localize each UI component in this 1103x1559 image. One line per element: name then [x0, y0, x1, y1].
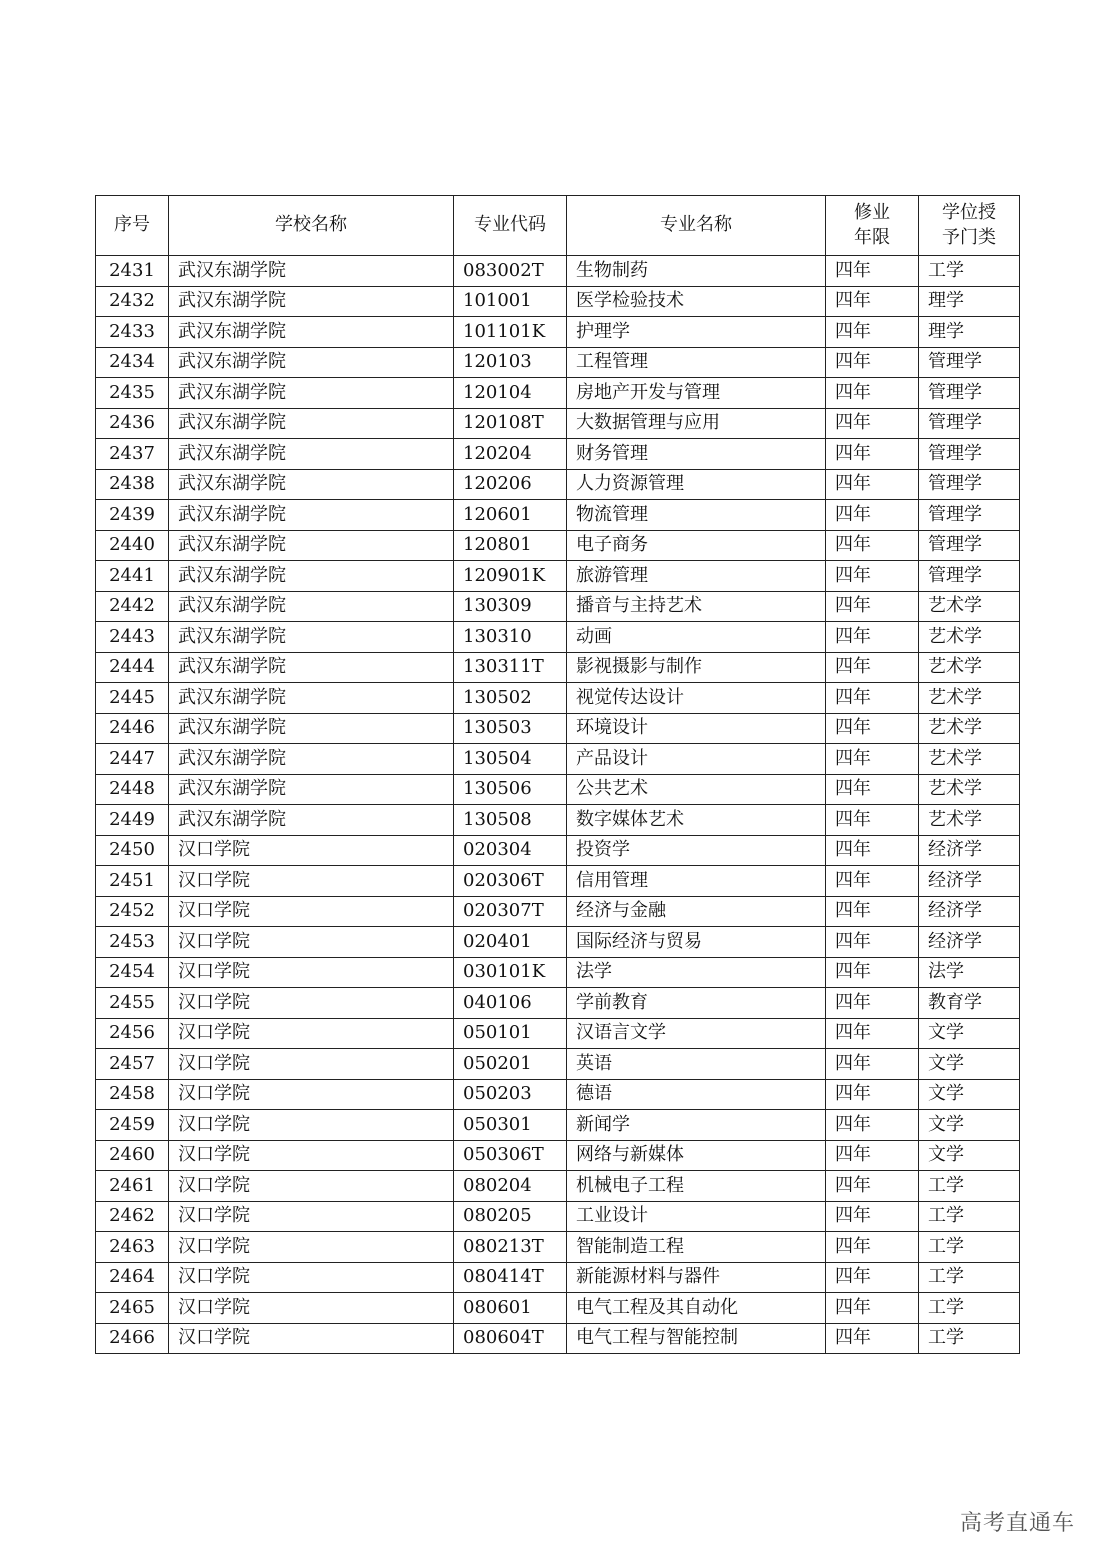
cell-degree: 管理学 [919, 469, 1020, 500]
cell-years: 四年 [826, 347, 919, 378]
cell-degree: 管理学 [919, 561, 1020, 592]
cell-code: 120204 [454, 439, 567, 470]
table-row [96, 1079, 1020, 1110]
cell-code: 130309 [454, 591, 567, 622]
cell-degree: 理学 [919, 317, 1020, 348]
cell-code: 080213T [454, 1232, 567, 1263]
table-row [96, 805, 1020, 836]
cell-degree: 艺术学 [919, 805, 1020, 836]
table-row [96, 1293, 1020, 1324]
cell-seq: 2452 [96, 896, 169, 927]
cell-years: 四年 [826, 256, 919, 287]
cell-major: 动画 [567, 622, 826, 653]
header-degree-line2: 予门类 [942, 226, 996, 248]
cell-degree: 工学 [919, 256, 1020, 287]
cell-major: 工程管理 [567, 347, 826, 378]
cell-school: 武汉东湖学院 [169, 256, 454, 287]
cell-code: 130503 [454, 713, 567, 744]
cell-degree: 文学 [919, 1079, 1020, 1110]
cell-major: 国际经济与贸易 [567, 927, 826, 958]
table-row [96, 835, 1020, 866]
cell-major: 新能源材料与器件 [567, 1262, 826, 1293]
cell-major: 英语 [567, 1049, 826, 1080]
table-row [96, 652, 1020, 683]
majors-table [95, 195, 1020, 1354]
table-row [96, 1201, 1020, 1232]
table-row [96, 744, 1020, 775]
cell-seq: 2463 [96, 1232, 169, 1263]
table-row [96, 957, 1020, 988]
cell-years: 四年 [826, 805, 919, 836]
cell-code: 020306T [454, 866, 567, 897]
cell-major: 人力资源管理 [567, 469, 826, 500]
cell-school: 武汉东湖学院 [169, 652, 454, 683]
cell-school: 汉口学院 [169, 1110, 454, 1141]
cell-degree: 文学 [919, 1018, 1020, 1049]
cell-seq: 2449 [96, 805, 169, 836]
cell-years: 四年 [826, 1079, 919, 1110]
cell-code: 120801 [454, 530, 567, 561]
table-row [96, 286, 1020, 317]
cell-degree: 理学 [919, 286, 1020, 317]
cell-major: 电气工程及其自动化 [567, 1293, 826, 1324]
cell-degree: 经济学 [919, 835, 1020, 866]
cell-code: 080601 [454, 1293, 567, 1324]
cell-years: 四年 [826, 622, 919, 653]
cell-seq: 2450 [96, 835, 169, 866]
table-row [96, 469, 1020, 500]
cell-degree: 管理学 [919, 408, 1020, 439]
cell-seq: 2459 [96, 1110, 169, 1141]
table-row [96, 439, 1020, 470]
cell-seq: 2438 [96, 469, 169, 500]
cell-major: 新闻学 [567, 1110, 826, 1141]
cell-seq: 2457 [96, 1049, 169, 1080]
cell-major: 医学检验技术 [567, 286, 826, 317]
cell-degree: 法学 [919, 957, 1020, 988]
cell-seq: 2451 [96, 866, 169, 897]
cell-major: 法学 [567, 957, 826, 988]
table-row [96, 683, 1020, 714]
cell-seq: 2446 [96, 713, 169, 744]
cell-major: 网络与新媒体 [567, 1140, 826, 1171]
cell-seq: 2437 [96, 439, 169, 470]
cell-years: 四年 [826, 317, 919, 348]
cell-seq: 2461 [96, 1171, 169, 1202]
cell-major: 物流管理 [567, 500, 826, 531]
table-row [96, 713, 1020, 744]
cell-degree: 管理学 [919, 439, 1020, 470]
cell-years: 四年 [826, 1232, 919, 1263]
cell-major: 汉语言文学 [567, 1018, 826, 1049]
cell-code: 080414T [454, 1262, 567, 1293]
cell-degree: 艺术学 [919, 713, 1020, 744]
cell-school: 汉口学院 [169, 1293, 454, 1324]
cell-seq: 2444 [96, 652, 169, 683]
cell-major: 投资学 [567, 835, 826, 866]
table-row [96, 896, 1020, 927]
cell-code: 120901K [454, 561, 567, 592]
cell-school: 汉口学院 [169, 1232, 454, 1263]
table-row [96, 317, 1020, 348]
cell-code: 080205 [454, 1201, 567, 1232]
cell-years: 四年 [826, 286, 919, 317]
cell-major: 护理学 [567, 317, 826, 348]
cell-seq: 2432 [96, 286, 169, 317]
header-years-line2: 年限 [854, 226, 890, 248]
cell-years: 四年 [826, 1201, 919, 1232]
cell-seq: 2436 [96, 408, 169, 439]
table-row [96, 1049, 1020, 1080]
cell-code: 050203 [454, 1079, 567, 1110]
cell-code: 020401 [454, 927, 567, 958]
cell-code: 020304 [454, 835, 567, 866]
cell-major: 学前教育 [567, 988, 826, 1019]
cell-years: 四年 [826, 408, 919, 439]
cell-years: 四年 [826, 1018, 919, 1049]
cell-major: 信用管理 [567, 866, 826, 897]
cell-degree: 管理学 [919, 378, 1020, 409]
cell-code: 050301 [454, 1110, 567, 1141]
table-row [96, 1323, 1020, 1354]
cell-years: 四年 [826, 378, 919, 409]
cell-years: 四年 [826, 469, 919, 500]
cell-major: 工业设计 [567, 1201, 826, 1232]
cell-years: 四年 [826, 896, 919, 927]
cell-years: 四年 [826, 835, 919, 866]
cell-degree: 文学 [919, 1140, 1020, 1171]
cell-major: 播音与主持艺术 [567, 591, 826, 622]
header-years [826, 196, 919, 256]
cell-school: 武汉东湖学院 [169, 591, 454, 622]
cell-school: 武汉东湖学院 [169, 469, 454, 500]
cell-seq: 2445 [96, 683, 169, 714]
cell-school: 武汉东湖学院 [169, 317, 454, 348]
cell-degree: 工学 [919, 1323, 1020, 1354]
cell-school: 汉口学院 [169, 1201, 454, 1232]
cell-code: 050306T [454, 1140, 567, 1171]
table-row [96, 1232, 1020, 1263]
cell-school: 武汉东湖学院 [169, 561, 454, 592]
cell-major: 智能制造工程 [567, 1232, 826, 1263]
table-row [96, 256, 1020, 287]
cell-years: 四年 [826, 1110, 919, 1141]
cell-code: 101101K [454, 317, 567, 348]
cell-major: 电气工程与智能控制 [567, 1323, 826, 1354]
cell-code: 120104 [454, 378, 567, 409]
header-degree-line1: 学位授 [942, 202, 996, 224]
table-row [96, 1140, 1020, 1171]
table-row [96, 408, 1020, 439]
cell-school: 汉口学院 [169, 988, 454, 1019]
cell-code: 120103 [454, 347, 567, 378]
cell-major: 经济与金融 [567, 896, 826, 927]
cell-code: 130506 [454, 774, 567, 805]
table-row [96, 378, 1020, 409]
header-years-line1: 修业 [854, 202, 890, 224]
cell-degree: 管理学 [919, 500, 1020, 531]
cell-years: 四年 [826, 1171, 919, 1202]
cell-major: 财务管理 [567, 439, 826, 470]
cell-degree: 经济学 [919, 927, 1020, 958]
cell-seq: 2465 [96, 1293, 169, 1324]
cell-years: 四年 [826, 988, 919, 1019]
table-body [96, 256, 1020, 1354]
cell-school: 武汉东湖学院 [169, 530, 454, 561]
cell-code: 083002T [454, 256, 567, 287]
cell-school: 汉口学院 [169, 927, 454, 958]
cell-seq: 2448 [96, 774, 169, 805]
cell-seq: 2447 [96, 744, 169, 775]
cell-years: 四年 [826, 683, 919, 714]
cell-school: 汉口学院 [169, 1262, 454, 1293]
cell-school: 汉口学院 [169, 1171, 454, 1202]
cell-code: 050101 [454, 1018, 567, 1049]
cell-years: 四年 [826, 957, 919, 988]
table-row [96, 988, 1020, 1019]
cell-seq: 2443 [96, 622, 169, 653]
cell-major: 德语 [567, 1079, 826, 1110]
cell-school: 汉口学院 [169, 1049, 454, 1080]
watermark-text: 高考直通车 [959, 1511, 1075, 1536]
table-row [96, 561, 1020, 592]
header-row [96, 196, 1020, 256]
cell-school: 武汉东湖学院 [169, 286, 454, 317]
table-row [96, 347, 1020, 378]
cell-seq: 2454 [96, 957, 169, 988]
cell-major: 环境设计 [567, 713, 826, 744]
table-row [96, 1171, 1020, 1202]
cell-code: 040106 [454, 988, 567, 1019]
cell-years: 四年 [826, 774, 919, 805]
cell-school: 武汉东湖学院 [169, 805, 454, 836]
cell-seq: 2441 [96, 561, 169, 592]
cell-years: 四年 [826, 713, 919, 744]
cell-degree: 艺术学 [919, 683, 1020, 714]
cell-school: 汉口学院 [169, 896, 454, 927]
cell-school: 汉口学院 [169, 866, 454, 897]
cell-years: 四年 [826, 1049, 919, 1080]
cell-school: 汉口学院 [169, 1140, 454, 1171]
cell-school: 武汉东湖学院 [169, 622, 454, 653]
cell-degree: 教育学 [919, 988, 1020, 1019]
cell-seq: 2462 [96, 1201, 169, 1232]
cell-major: 电子商务 [567, 530, 826, 561]
table-row [96, 1110, 1020, 1141]
cell-code: 120108T [454, 408, 567, 439]
header-major: 专业名称 [567, 196, 826, 256]
cell-degree: 工学 [919, 1293, 1020, 1324]
cell-seq: 2453 [96, 927, 169, 958]
cell-code: 130310 [454, 622, 567, 653]
header-school: 学校名称 [169, 196, 454, 256]
cell-school: 武汉东湖学院 [169, 439, 454, 470]
cell-years: 四年 [826, 1293, 919, 1324]
cell-major: 房地产开发与管理 [567, 378, 826, 409]
cell-school: 武汉东湖学院 [169, 347, 454, 378]
table-row [96, 774, 1020, 805]
cell-degree: 艺术学 [919, 591, 1020, 622]
cell-degree: 工学 [919, 1171, 1020, 1202]
cell-years: 四年 [826, 561, 919, 592]
cell-code: 080204 [454, 1171, 567, 1202]
table-row [96, 1018, 1020, 1049]
cell-seq: 2431 [96, 256, 169, 287]
table-row [96, 530, 1020, 561]
cell-code: 130311T [454, 652, 567, 683]
cell-degree: 文学 [919, 1049, 1020, 1080]
cell-school: 武汉东湖学院 [169, 683, 454, 714]
cell-school: 汉口学院 [169, 835, 454, 866]
table-row [96, 927, 1020, 958]
cell-major: 数字媒体艺术 [567, 805, 826, 836]
header-degree [919, 196, 1020, 256]
cell-seq: 2442 [96, 591, 169, 622]
cell-school: 武汉东湖学院 [169, 713, 454, 744]
cell-school: 汉口学院 [169, 1018, 454, 1049]
cell-major: 机械电子工程 [567, 1171, 826, 1202]
cell-years: 四年 [826, 652, 919, 683]
cell-major: 公共艺术 [567, 774, 826, 805]
cell-seq: 2460 [96, 1140, 169, 1171]
cell-degree: 管理学 [919, 347, 1020, 378]
cell-school: 武汉东湖学院 [169, 408, 454, 439]
table-row [96, 500, 1020, 531]
cell-degree: 艺术学 [919, 744, 1020, 775]
cell-degree: 经济学 [919, 866, 1020, 897]
cell-code: 020307T [454, 896, 567, 927]
cell-years: 四年 [826, 500, 919, 531]
cell-degree: 管理学 [919, 530, 1020, 561]
cell-degree: 工学 [919, 1262, 1020, 1293]
cell-years: 四年 [826, 927, 919, 958]
cell-code: 080604T [454, 1323, 567, 1354]
cell-years: 四年 [826, 591, 919, 622]
table-row [96, 1262, 1020, 1293]
cell-degree: 艺术学 [919, 652, 1020, 683]
cell-school: 武汉东湖学院 [169, 774, 454, 805]
cell-seq: 2455 [96, 988, 169, 1019]
cell-major: 视觉传达设计 [567, 683, 826, 714]
cell-seq: 2440 [96, 530, 169, 561]
table-row [96, 591, 1020, 622]
cell-seq: 2458 [96, 1079, 169, 1110]
cell-code: 130502 [454, 683, 567, 714]
header-seq: 序号 [96, 196, 169, 256]
cell-school: 汉口学院 [169, 1323, 454, 1354]
cell-code: 130508 [454, 805, 567, 836]
cell-code: 101001 [454, 286, 567, 317]
cell-school: 汉口学院 [169, 957, 454, 988]
cell-years: 四年 [826, 439, 919, 470]
cell-degree: 文学 [919, 1110, 1020, 1141]
cell-years: 四年 [826, 866, 919, 897]
cell-major: 影视摄影与制作 [567, 652, 826, 683]
cell-code: 030101K [454, 957, 567, 988]
cell-seq: 2464 [96, 1262, 169, 1293]
cell-major: 产品设计 [567, 744, 826, 775]
cell-years: 四年 [826, 1262, 919, 1293]
header-code: 专业代码 [454, 196, 567, 256]
cell-degree: 工学 [919, 1201, 1020, 1232]
table-row [96, 866, 1020, 897]
cell-school: 武汉东湖学院 [169, 744, 454, 775]
cell-code: 120601 [454, 500, 567, 531]
cell-degree: 艺术学 [919, 774, 1020, 805]
table-header [96, 196, 1020, 256]
cell-code: 120206 [454, 469, 567, 500]
cell-years: 四年 [826, 1140, 919, 1171]
cell-seq: 2434 [96, 347, 169, 378]
cell-major: 生物制药 [567, 256, 826, 287]
cell-code: 050201 [454, 1049, 567, 1080]
cell-school: 武汉东湖学院 [169, 378, 454, 409]
cell-years: 四年 [826, 530, 919, 561]
cell-school: 武汉东湖学院 [169, 500, 454, 531]
cell-seq: 2433 [96, 317, 169, 348]
cell-years: 四年 [826, 1323, 919, 1354]
cell-seq: 2439 [96, 500, 169, 531]
cell-degree: 艺术学 [919, 622, 1020, 653]
table-row [96, 622, 1020, 653]
cell-degree: 经济学 [919, 896, 1020, 927]
cell-code: 130504 [454, 744, 567, 775]
cell-seq: 2456 [96, 1018, 169, 1049]
cell-major: 大数据管理与应用 [567, 408, 826, 439]
cell-seq: 2466 [96, 1323, 169, 1354]
cell-major: 旅游管理 [567, 561, 826, 592]
cell-years: 四年 [826, 744, 919, 775]
cell-school: 汉口学院 [169, 1079, 454, 1110]
cell-seq: 2435 [96, 378, 169, 409]
cell-degree: 工学 [919, 1232, 1020, 1263]
